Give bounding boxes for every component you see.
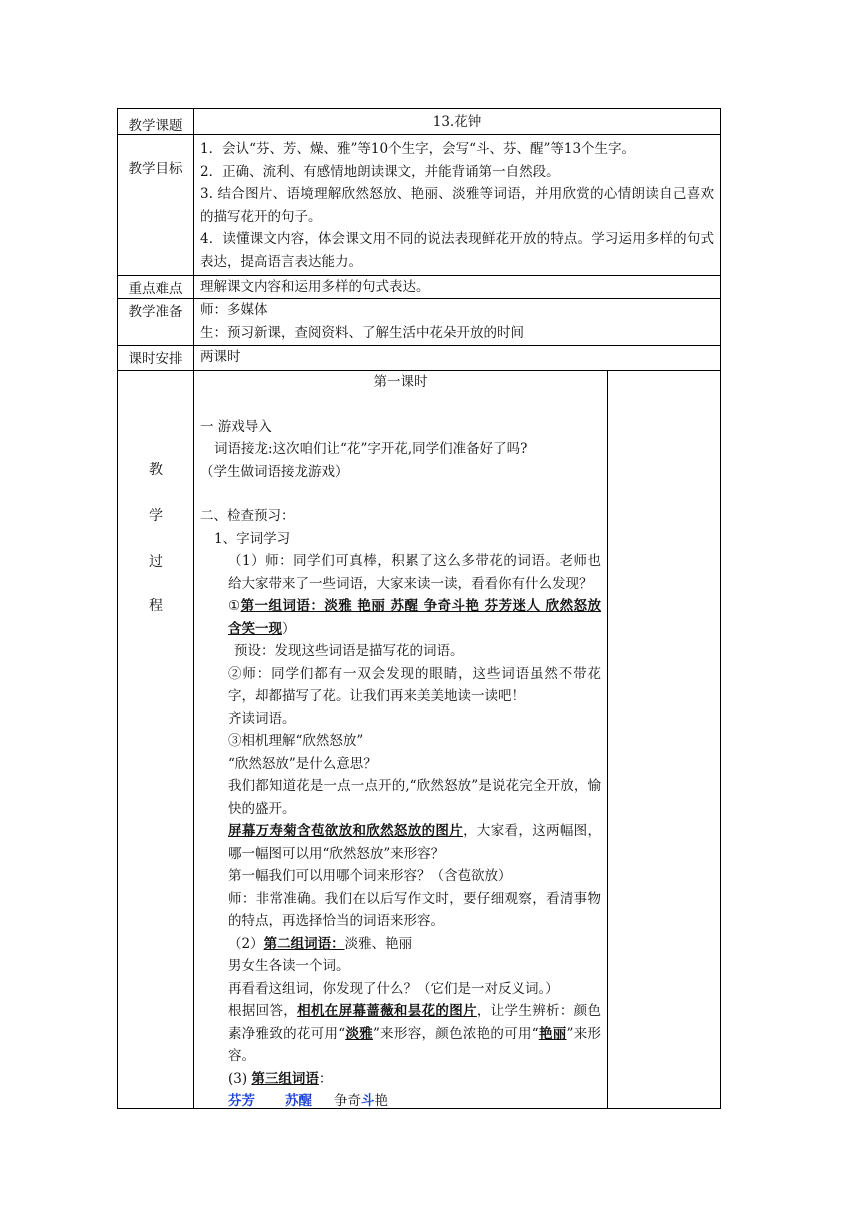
goals-label: 教学目标 — [118, 135, 194, 275]
paragraph: ③相机理解“欣然怒放” — [228, 733, 364, 749]
word-group-2: （2）第二组词语：淡雅、艳丽 — [228, 935, 413, 952]
goal-item: 4．读懂课文内容，体会课文用不同的说法表现鲜花开放的特点。学习运用多样的句式表达，提高语言表达能力。 — [200, 231, 714, 270]
word-group-1-words: 第一组词语：淡雅 艳丽 苏醒 争奇斗艳 芬芳迷人 欣然怒放 含笑一现 — [228, 598, 602, 637]
paragraph: 男女生各读一个词。 — [228, 958, 350, 974]
topic-row — [117, 108, 721, 134]
picture-note: 屏幕万寿菊含苞欲放和欣然怒放的图片 — [228, 823, 464, 839]
paragraph: 屏幕万寿菊含苞欲放和欣然怒放的图片，大家看，这两幅图，哪一幅图可以用“欣然怒放”来形容？ — [228, 823, 602, 862]
paragraph: 词语接龙:这次咱们让“花”字开花,同学们准备好了吗? — [214, 441, 528, 457]
lesson-heading: 第一课时 — [373, 374, 428, 390]
topic-value: 13.花钟 — [432, 114, 482, 130]
paragraph: 根据回答，相机在屏幕蔷薇和昙花的图片，让学生辨析：颜色素净雅致的花可用“淡雅”来形容，颜色浓艳的可用“艳丽”来形容。 — [228, 1003, 602, 1064]
schedule-label: 课时安排 — [118, 346, 194, 370]
paragraph: “欣然怒放”是什么意思？ — [228, 755, 377, 772]
lesson-plan-table — [117, 108, 721, 1109]
paragraph: 再看看这组词，你发现了什么？（它们是一对反义词。） — [228, 980, 559, 997]
subsection-title: 1、字词学习 — [214, 530, 291, 547]
keyword: 苏醒 — [285, 1093, 312, 1109]
keyword: 艳丽 — [538, 1025, 567, 1042]
word-group-3-label: 第三组词语 — [251, 1070, 319, 1087]
key-value: 理解课文内容和运用多样的句式表达。 — [200, 279, 430, 295]
word-group-1: ①第一组词语：淡雅 艳丽 苏醒 争奇斗艳 芬芳迷人 欣然怒放 含笑一现） — [228, 598, 602, 637]
topic-label: 教学课题 — [118, 109, 194, 134]
word-group-3: (3) 第三组词语： — [228, 1070, 333, 1087]
prep-content — [194, 299, 720, 345]
goal-item: 1．会认“芬、芳、燥、雅”等10个生字，会写“斗、芬、醒”等13个生字。 — [200, 141, 636, 157]
key-label: 重点难点 — [118, 276, 194, 298]
process-label — [118, 371, 194, 1108]
paragraph: （学生做词语接龙游戏） — [200, 463, 349, 480]
paragraph: 师：非常准确。我们在以后写作文时，要仔细观察，看清事物的特点，再选择恰当的词语来形容。 — [228, 890, 601, 929]
goals-content — [194, 135, 720, 275]
word-group-2-label: 第二组词语： — [263, 935, 345, 952]
prep-teacher: 师：多媒体 — [200, 302, 268, 318]
keyword: 芬芳 — [228, 1093, 255, 1109]
picture-note: 相机在屏幕蔷薇和昙花的图片 — [297, 1003, 477, 1019]
notes-column — [608, 371, 720, 1108]
process-label-char: 教 — [149, 462, 163, 478]
schedule-row — [117, 345, 721, 370]
paragraph: 齐读词语。 — [228, 710, 296, 727]
paragraph: 预设：发现这些词语是描写花的词语。 — [234, 643, 464, 659]
word-group-3-words: 芬芳 苏醒 争奇斗艳 — [228, 1093, 388, 1109]
prep-student: 生：预习新课，查阅资料、了解生活中花朵开放的时间 — [200, 324, 524, 341]
goal-item: 2．正确、流利、有感情地朗读课文，并能背诵第一自然段。 — [200, 163, 560, 180]
section-title: 二、检查预习： — [200, 508, 295, 524]
schedule-value: 两课时 — [200, 349, 241, 365]
paragraph: ②师：同学们都有一双会发现的眼睛，这些词语虽然不带花字，却都描写了花。让我们再来美美地读一读吧！ — [228, 665, 601, 704]
keyword: 淡雅 — [345, 1025, 373, 1042]
prep-row — [117, 298, 721, 345]
lesson-content — [194, 371, 608, 1108]
process-label-char: 过 — [149, 554, 163, 570]
key-row — [117, 275, 721, 298]
section-title: 一 游戏导入 — [200, 418, 272, 435]
paragraph: 第一幅我们可以用哪个词来形容？（含苞欲放） — [228, 868, 512, 884]
process-label-char: 学 — [149, 508, 163, 524]
goal-item: 3. 结合图片、语境理解欣然怒放、艳丽、淡雅等词语，并用欣赏的心情朗读自己喜欢的描写花开的句子。 — [200, 186, 714, 225]
process-label-char: 程 — [149, 598, 163, 614]
paragraph: 我们都知道花是一点一点开的,“欣然怒放”是说花完全开放，愉快的盛开。 — [228, 778, 601, 817]
process-row — [117, 370, 721, 1109]
goals-row — [117, 134, 721, 275]
paragraph: （1）师：同学们可真棒，积累了这么多带花的词语。老师也给大家带来了一些词语，大家来读一读，看看你有什么发现？ — [228, 553, 601, 592]
prep-label: 教学准备 — [118, 299, 194, 345]
